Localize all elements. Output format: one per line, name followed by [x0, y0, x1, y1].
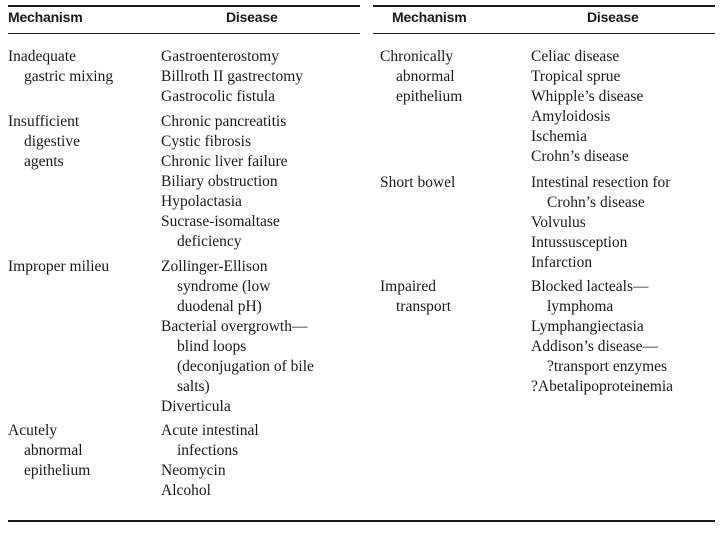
- mechanism-text: epithelium: [396, 88, 463, 105]
- mechanism-text: Chronically: [380, 48, 454, 65]
- disease-text: Addison’s disease—: [531, 338, 659, 355]
- mechanism-text: abnormal: [396, 68, 455, 85]
- disease-text: Ischemia: [531, 128, 587, 145]
- disease-text: Biliary obstruction: [161, 173, 278, 190]
- disease-text: duodenal pH): [177, 298, 262, 315]
- disease-text: lymphoma: [547, 298, 614, 315]
- disease-cell: [531, 173, 670, 273]
- mechanism-text: digestive: [24, 133, 80, 150]
- mechanism-cell: [8, 47, 148, 87]
- disease-text: (deconjugation of bile: [177, 358, 314, 375]
- disease-text: Crohn’s disease: [531, 148, 629, 165]
- disease-cell: [161, 112, 288, 252]
- mechanism-text: Improper milieu: [8, 258, 110, 275]
- disease-text: Celiac disease: [531, 48, 620, 65]
- disease-text: Tropical sprue: [531, 68, 621, 85]
- mechanism-text: Insufficient: [8, 113, 80, 130]
- mechanism-text: agents: [24, 153, 64, 170]
- disease-text: Volvulus: [531, 214, 586, 231]
- mechanism-header: Mechanism: [8, 9, 83, 25]
- disease-text: Whipple’s disease: [531, 88, 644, 105]
- mechanism-cell: [8, 257, 148, 277]
- disease-cell: [531, 277, 673, 397]
- disease-text: Gastrocolic fistula: [161, 88, 276, 105]
- disease-text: Billroth II gastrectomy: [161, 68, 304, 85]
- disease-text: Acute intestinal: [161, 422, 259, 439]
- disease-text: deficiency: [177, 233, 242, 250]
- disease-text: Amyloidosis: [531, 108, 611, 125]
- mechanism-cell: [380, 173, 520, 193]
- mechanism-text: Inadequate: [8, 48, 76, 65]
- disease-text: ?transport enzymes: [547, 358, 668, 375]
- disease-cell: [161, 47, 303, 107]
- disease-text: Diverticula: [161, 398, 231, 415]
- mechanism-cell: [380, 277, 520, 317]
- top-rule: [373, 5, 715, 7]
- mechanism-text: abnormal: [24, 442, 83, 459]
- disease-text: ?Abetalipoproteinemia: [531, 378, 674, 395]
- disease-text: Bacterial overgrowth—: [161, 318, 308, 335]
- disease-text: Chronic pancreatitis: [161, 113, 287, 130]
- disease-text: Gastroenterostomy: [161, 48, 279, 65]
- header-rule: [373, 33, 715, 34]
- mechanism-cell: [8, 112, 148, 172]
- disease-text: Crohn’s disease: [547, 194, 645, 211]
- mechanism-text: Impaired: [380, 278, 436, 295]
- disease-text: Hypolactasia: [161, 193, 242, 210]
- disease-cell: [161, 257, 314, 417]
- disease-text: Infarction: [531, 254, 593, 271]
- disease-text: Lymphangiectasia: [531, 318, 644, 335]
- top-rule: [8, 5, 360, 7]
- disease-header: Disease: [587, 9, 639, 25]
- mechanism-text: epithelium: [24, 462, 91, 479]
- mechanism-text: gastric mixing: [24, 68, 114, 85]
- mechanism-header: Mechanism: [392, 9, 467, 25]
- disease-text: Chronic liver failure: [161, 153, 288, 170]
- mechanism-cell: [380, 47, 520, 107]
- disease-text: syndrome (low: [177, 278, 271, 295]
- bottom-rule: [8, 520, 715, 522]
- mechanism-text: transport: [396, 298, 452, 315]
- disease-text: Intestinal resection for: [531, 174, 671, 191]
- disease-text: Neomycin: [161, 462, 226, 479]
- disease-text: blind loops: [177, 338, 247, 355]
- disease-text: infections: [177, 442, 239, 459]
- disease-cell: [161, 421, 259, 501]
- disease-text: Alcohol: [161, 482, 211, 499]
- disease-header: Disease: [226, 9, 278, 25]
- mechanism-cell: [8, 421, 148, 481]
- mechanism-text: Acutely: [8, 422, 58, 439]
- disease-text: salts): [177, 378, 210, 395]
- disease-text: Cystic fibrosis: [161, 133, 251, 150]
- disease-text: Intussusception: [531, 234, 628, 251]
- disease-cell: [531, 47, 643, 167]
- disease-text: Zollinger-Ellison: [161, 258, 268, 275]
- mechanism-text: Short bowel: [380, 174, 456, 191]
- header-rule: [8, 33, 360, 34]
- disease-text: Sucrase-isomaltase: [161, 213, 280, 230]
- disease-text: Blocked lacteals—: [531, 278, 649, 295]
